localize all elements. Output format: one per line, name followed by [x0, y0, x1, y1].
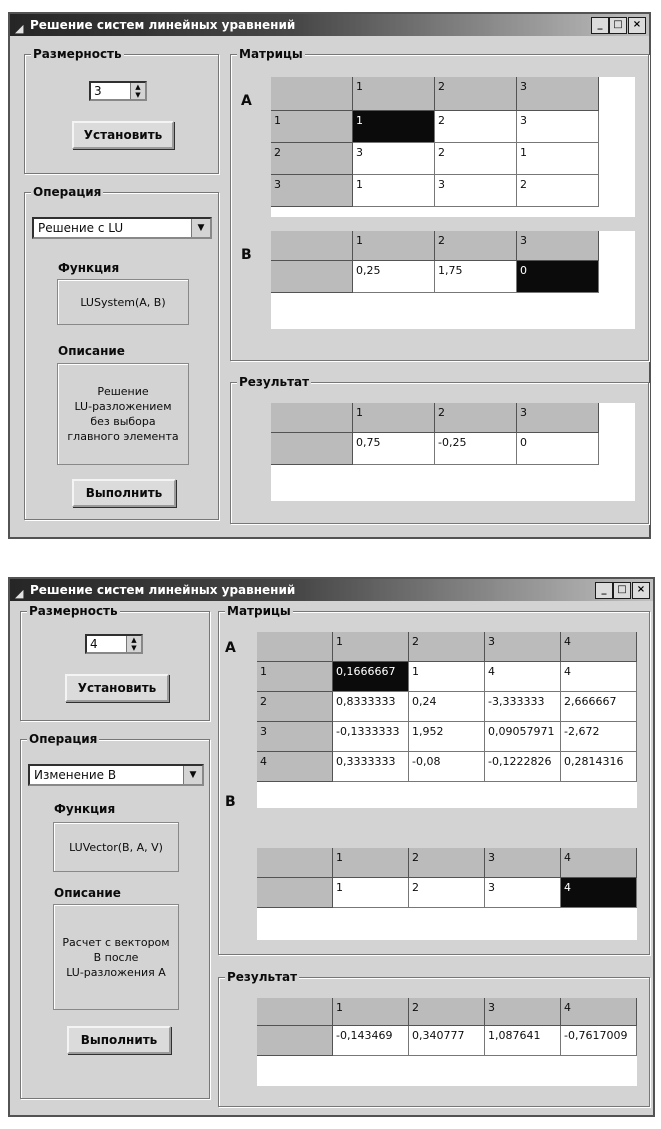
description-display: Решение LU-разложением без выбора главного элемента [57, 363, 189, 465]
column-header: 3 [517, 231, 599, 261]
grid-cell[interactable]: 3 [435, 175, 517, 207]
row-header: 1 [257, 662, 333, 692]
grid-cell[interactable]: 0,340777 [409, 1026, 485, 1056]
grid-cell[interactable]: -0,7617009 [561, 1026, 637, 1056]
dimension-label: Размерность [29, 604, 118, 618]
operation-select[interactable] [32, 217, 212, 239]
description-label: Описание [54, 886, 121, 900]
maximize-button[interactable]: □ [609, 17, 627, 34]
grid-corner [257, 998, 333, 1026]
grid-cell[interactable]: 2 [435, 111, 517, 143]
result-group [218, 970, 650, 1107]
grid-cell[interactable]: 1,75 [435, 261, 517, 293]
grid-cell[interactable]: 0,3333333 [333, 752, 409, 782]
result-label: Результат [227, 970, 298, 984]
column-header: 4 [561, 848, 637, 878]
grid-cell[interactable]: 0,25 [353, 261, 435, 293]
grid-corner [257, 632, 333, 662]
matrices-group [230, 47, 649, 361]
column-header: 2 [435, 77, 517, 111]
row-header [271, 433, 353, 465]
result-grid[interactable] [257, 998, 637, 1086]
grid-cell[interactable]: -0,143469 [333, 1026, 409, 1056]
grid-cell[interactable]: -3,333333 [485, 692, 561, 722]
window-lu-vector [8, 577, 655, 1117]
row-header: 4 [257, 752, 333, 782]
matrix-a-grid[interactable] [257, 632, 637, 808]
column-header: 3 [517, 77, 599, 111]
grid-corner [271, 403, 353, 433]
column-header: 3 [517, 403, 599, 433]
grid-cell[interactable]: 1,952 [409, 722, 485, 752]
function-label: Функция [54, 802, 116, 816]
maximize-button[interactable]: □ [613, 582, 631, 599]
column-header: 1 [353, 77, 435, 111]
run-button[interactable]: Выполнить [67, 1026, 171, 1054]
grid-cell[interactable]: 1 [353, 175, 435, 207]
grid-cell[interactable]: 1 [517, 143, 599, 175]
column-header: 2 [409, 998, 485, 1026]
description-label: Описание [58, 344, 125, 358]
chevron-down-icon[interactable]: ▼ [183, 766, 202, 784]
function-display: LUVector(B, A, V) [53, 822, 179, 872]
operation-label: Операция [29, 732, 98, 746]
grid-cell-selected[interactable]: 0,1666667 [333, 662, 409, 692]
row-header: 2 [271, 143, 353, 175]
grid-cell[interactable]: 0,75 [353, 433, 435, 465]
row-header: 1 [271, 111, 353, 143]
minimize-button[interactable]: _ [591, 17, 609, 34]
run-button[interactable]: Выполнить [72, 479, 176, 507]
grid-cell-selected[interactable]: 4 [561, 878, 637, 908]
matrix-a-label: A [241, 93, 252, 109]
grid-cell[interactable]: -0,1333333 [333, 722, 409, 752]
dimension-value: 4 [90, 637, 98, 651]
grid-cell[interactable]: -0,1222826 [485, 752, 561, 782]
chevron-down-icon[interactable]: ▼ [191, 219, 210, 237]
row-header: 3 [271, 175, 353, 207]
matrix-b-label: B [225, 794, 236, 810]
grid-corner [271, 77, 353, 111]
result-grid[interactable] [271, 403, 635, 501]
grid-cell[interactable]: 0 [517, 433, 599, 465]
grid-cell[interactable]: 1,087641 [485, 1026, 561, 1056]
row-header [271, 261, 353, 293]
column-header: 2 [409, 632, 485, 662]
grid-cell[interactable]: 2 [517, 175, 599, 207]
dimension-label: Размерность [33, 47, 122, 61]
minimize-button[interactable]: _ [595, 582, 613, 599]
matrix-b-grid[interactable] [257, 848, 637, 940]
row-header [257, 878, 333, 908]
column-header: 1 [333, 848, 409, 878]
description-display: Расчет с вектором B после LU-разложения A [53, 904, 179, 1010]
grid-cell[interactable]: 0,24 [409, 692, 485, 722]
dimension-spinner[interactable] [89, 81, 147, 101]
dimension-group [20, 604, 210, 721]
operation-value: Решение с LU [38, 221, 124, 235]
spinner-arrows-icon[interactable]: ▲ ▼ [130, 83, 145, 99]
grid-cell[interactable]: 3 [485, 878, 561, 908]
column-header: 1 [333, 998, 409, 1026]
column-header: 2 [435, 231, 517, 261]
matrix-a-label: A [225, 640, 236, 656]
grid-cell[interactable]: 2 [409, 878, 485, 908]
grid-cell[interactable]: 2,666667 [561, 692, 637, 722]
grid-cell[interactable]: -0,25 [435, 433, 517, 465]
grid-cell[interactable]: 4 [561, 662, 637, 692]
matrices-label: Матрицы [227, 604, 291, 618]
operation-group [24, 185, 219, 520]
result-label: Результат [239, 375, 310, 389]
column-header: 1 [333, 632, 409, 662]
operation-value: Изменение B [34, 768, 117, 782]
matrix-b-grid[interactable] [271, 231, 635, 329]
window-title: Решение систем линейных уравнений [30, 583, 296, 597]
column-header: 2 [409, 848, 485, 878]
function-label: Функция [58, 261, 120, 275]
column-header: 1 [353, 231, 435, 261]
matrix-b-label: B [241, 247, 252, 263]
matrices-label: Матрицы [239, 47, 303, 61]
grid-cell[interactable]: 0,2814316 [561, 752, 637, 782]
column-header: 1 [353, 403, 435, 433]
set-button[interactable]: Установить [65, 674, 169, 702]
title-bar[interactable] [10, 579, 653, 601]
grid-cell-selected[interactable]: 0 [517, 261, 599, 293]
column-header: 4 [561, 632, 637, 662]
grid-cell[interactable]: 0,09057971 [485, 722, 561, 752]
grid-cell[interactable]: 4 [485, 662, 561, 692]
grid-cell[interactable]: -2,672 [561, 722, 637, 752]
close-button[interactable]: × [628, 17, 646, 34]
title-bar[interactable] [10, 14, 649, 36]
grid-cell[interactable]: 1 [333, 878, 409, 908]
column-header: 2 [435, 403, 517, 433]
grid-corner [271, 231, 353, 261]
dimension-spinner[interactable] [85, 634, 143, 654]
function-display: LUSystem(A, B) [57, 279, 189, 325]
operation-select[interactable] [28, 764, 204, 786]
matrices-group [218, 604, 650, 955]
row-header: 3 [257, 722, 333, 752]
app-icon: ◢ [15, 22, 24, 35]
window-lu-system [8, 12, 651, 539]
row-header [257, 1026, 333, 1056]
grid-corner [257, 848, 333, 878]
grid-cell[interactable]: 0,8333333 [333, 692, 409, 722]
column-header: 3 [485, 998, 561, 1026]
grid-cell-selected[interactable]: 1 [353, 111, 435, 143]
dimension-group [24, 47, 219, 174]
set-button[interactable]: Установить [72, 121, 174, 149]
grid-cell[interactable]: 3 [353, 143, 435, 175]
close-button[interactable]: × [632, 582, 650, 599]
result-group [230, 375, 649, 524]
app-icon: ◢ [15, 587, 24, 600]
grid-cell[interactable]: 3 [517, 111, 599, 143]
row-header: 2 [257, 692, 333, 722]
grid-cell[interactable]: -0,08 [409, 752, 485, 782]
spinner-arrows-icon[interactable]: ▲ ▼ [126, 636, 141, 652]
window-title: Решение систем линейных уравнений [30, 18, 296, 32]
column-header: 4 [561, 998, 637, 1026]
column-header: 3 [485, 848, 561, 878]
dimension-value: 3 [94, 84, 102, 98]
operation-label: Операция [33, 185, 102, 199]
operation-group [20, 732, 210, 1099]
grid-cell[interactable]: 2 [435, 143, 517, 175]
grid-cell[interactable]: 1 [409, 662, 485, 692]
column-header: 3 [485, 632, 561, 662]
matrix-a-grid[interactable] [271, 77, 635, 217]
